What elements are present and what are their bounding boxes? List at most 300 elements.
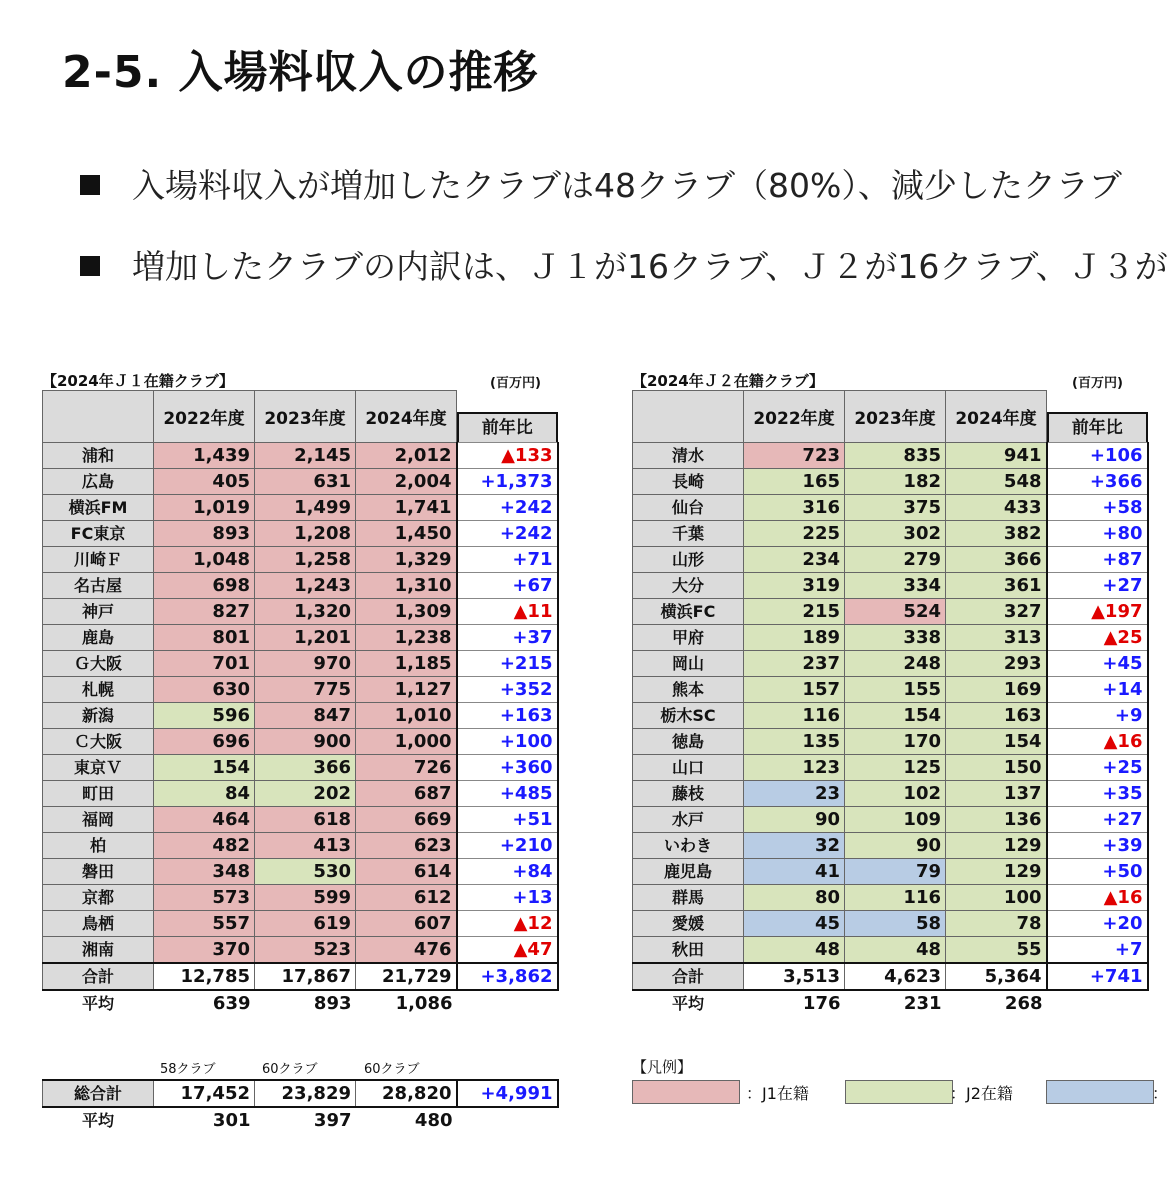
club-name: 山形 (633, 547, 744, 573)
value-cell: 102 (845, 781, 946, 807)
total-row (633, 963, 1148, 990)
table-row (43, 599, 558, 625)
table-row (633, 859, 1148, 885)
yoy-cell: ▲11 (457, 599, 558, 625)
legend-swatch-j2 (845, 1080, 953, 1104)
value-cell: 150 (946, 755, 1047, 781)
table-row (43, 443, 558, 469)
club-name: 広島 (43, 469, 154, 495)
table-row (43, 495, 558, 521)
yoy-cell: +84 (457, 859, 558, 885)
legend-title: 【凡例】 (632, 1058, 693, 1076)
club-name: 藤枝 (633, 781, 744, 807)
value-cell: 701 (154, 651, 255, 677)
average-value: 893 (255, 990, 356, 1016)
value-cell: 170 (845, 729, 946, 755)
value-cell: 596 (154, 703, 255, 729)
value-cell: 618 (255, 807, 356, 833)
table-row (43, 625, 558, 651)
value-cell: 1,201 (255, 625, 356, 651)
bullet-square-icon (80, 256, 100, 276)
value-cell: 623 (356, 833, 457, 859)
table-row (43, 781, 558, 807)
yoy-cell: +14 (1047, 677, 1148, 703)
legend-swatch-j3 (1046, 1080, 1154, 1104)
bullet-square-icon (80, 175, 100, 195)
table-row (43, 833, 558, 859)
value-cell: 78 (946, 911, 1047, 937)
table-row (43, 651, 558, 677)
value-cell: 970 (255, 651, 356, 677)
yoy-cell: ▲197 (1047, 599, 1148, 625)
yoy-cell: +50 (1047, 859, 1148, 885)
club-name: 大分 (633, 573, 744, 599)
value-cell: 32 (744, 833, 845, 859)
value-cell: 669 (356, 807, 457, 833)
value-cell: 327 (946, 599, 1047, 625)
header-row (633, 391, 1148, 443)
value-cell: 607 (356, 911, 457, 937)
table-row (633, 755, 1148, 781)
club-name: 水戸 (633, 807, 744, 833)
table-row (633, 521, 1148, 547)
value-cell: 157 (744, 677, 845, 703)
value-cell: 334 (845, 573, 946, 599)
value-cell: 1,450 (356, 521, 457, 547)
j1-table-caption: 【2024年Ｊ１在籍クラブ】 (42, 372, 234, 390)
yoy-cell: +100 (457, 729, 558, 755)
bullet-2-text: 増加したクラブの内訳は、Ｊ１が16クラブ、Ｊ２が16クラブ、Ｊ３が (132, 247, 1168, 286)
club-name: 京都 (43, 885, 154, 911)
club-name: 横浜FM (43, 495, 154, 521)
grand-total-value: 23,829 (255, 1080, 356, 1107)
yoy-cell: +352 (457, 677, 558, 703)
total-label: 合計 (43, 963, 154, 990)
club-name: 磐田 (43, 859, 154, 885)
yoy-cell: ▲25 (1047, 625, 1148, 651)
grand-average-row (43, 1107, 558, 1133)
value-cell: 1,309 (356, 599, 457, 625)
grand-average-value: 480 (356, 1107, 457, 1133)
value-cell: 182 (845, 469, 946, 495)
yoy-cell: +45 (1047, 651, 1148, 677)
grand-average-value: 397 (255, 1107, 356, 1133)
total-value: 21,729 (356, 963, 457, 990)
average-label: 平均 (43, 990, 154, 1016)
club-name: 群馬 (633, 885, 744, 911)
table-row (43, 547, 558, 573)
table-row (633, 937, 1148, 964)
value-cell: 433 (946, 495, 1047, 521)
value-cell: 835 (845, 443, 946, 469)
value-cell: 248 (845, 651, 946, 677)
club-name: 町田 (43, 781, 154, 807)
value-cell: 338 (845, 625, 946, 651)
yoy-cell: +27 (1047, 807, 1148, 833)
total-label: 合計 (633, 963, 744, 990)
average-row (43, 990, 558, 1016)
table-row (633, 677, 1148, 703)
yoy-cell: ▲16 (1047, 885, 1148, 911)
table-row (43, 859, 558, 885)
average-value: 176 (744, 990, 845, 1016)
value-cell: 169 (946, 677, 1047, 703)
total-yoy: +741 (1047, 963, 1148, 990)
value-cell: 687 (356, 781, 457, 807)
table-row (633, 781, 1148, 807)
value-cell: 202 (255, 781, 356, 807)
club-name: 長崎 (633, 469, 744, 495)
value-cell: 90 (744, 807, 845, 833)
value-cell: 2,145 (255, 443, 356, 469)
value-cell: 293 (946, 651, 1047, 677)
total-value: 5,364 (946, 963, 1047, 990)
yoy-cell: +1,373 (457, 469, 558, 495)
club-name: 神戸 (43, 599, 154, 625)
value-cell: 189 (744, 625, 845, 651)
club-name: 福岡 (43, 807, 154, 833)
value-cell: 893 (154, 521, 255, 547)
yoy-cell: +25 (1047, 755, 1148, 781)
value-cell: 548 (946, 469, 1047, 495)
club-name: 鹿児島 (633, 859, 744, 885)
club-name: 東京Ｖ (43, 755, 154, 781)
value-cell: 482 (154, 833, 255, 859)
header-yoy (457, 391, 558, 443)
club-name: 栃木SC (633, 703, 744, 729)
yoy-cell: ▲133 (457, 443, 558, 469)
value-cell: 413 (255, 833, 356, 859)
table-row (633, 729, 1148, 755)
average-yoy-blank (1047, 990, 1148, 1016)
grand-average-value: 301 (154, 1107, 255, 1133)
table-row (633, 833, 1148, 859)
header-yoy-label: 前年比 (457, 412, 558, 442)
table-row (43, 677, 558, 703)
club-name: Ｇ大阪 (43, 651, 154, 677)
value-cell: 48 (744, 937, 845, 964)
value-cell: 1,320 (255, 599, 356, 625)
club-name: 名古屋 (43, 573, 154, 599)
value-cell: 319 (744, 573, 845, 599)
value-cell: 1,000 (356, 729, 457, 755)
value-cell: 58 (845, 911, 946, 937)
header-blank (633, 391, 744, 443)
club-name: 新潟 (43, 703, 154, 729)
bullet-1 (80, 160, 1122, 207)
yoy-cell: +242 (457, 495, 558, 521)
j2-clubs-table (632, 390, 1149, 1016)
value-cell: 225 (744, 521, 845, 547)
yoy-cell: +13 (457, 885, 558, 911)
value-cell: 612 (356, 885, 457, 911)
yoy-cell: +106 (1047, 443, 1148, 469)
value-cell: 375 (845, 495, 946, 521)
value-cell: 154 (845, 703, 946, 729)
yoy-cell: +35 (1047, 781, 1148, 807)
yoy-cell: +87 (1047, 547, 1148, 573)
total-value: 3,513 (744, 963, 845, 990)
value-cell: 1,499 (255, 495, 356, 521)
table-row (633, 807, 1148, 833)
yoy-cell: ▲12 (457, 911, 558, 937)
j1-unit-label: (百万円) (490, 376, 541, 391)
club-name: 柏 (43, 833, 154, 859)
average-row (633, 990, 1148, 1016)
club-name: 愛媛 (633, 911, 744, 937)
value-cell: 1,310 (356, 573, 457, 599)
table-row (633, 651, 1148, 677)
club-name: 横浜FC (633, 599, 744, 625)
header-yoy (1047, 391, 1148, 443)
value-cell: 631 (255, 469, 356, 495)
table-row (43, 703, 558, 729)
legend-label-j1: ：J1在籍 (746, 1084, 809, 1103)
club-name: 甲府 (633, 625, 744, 651)
value-cell: 1,238 (356, 625, 457, 651)
legend-label-j3: ： (1152, 1084, 1169, 1103)
club-name: いわき (633, 833, 744, 859)
value-cell: 599 (255, 885, 356, 911)
value-cell: 154 (154, 755, 255, 781)
table-row (633, 625, 1148, 651)
header-year-2: 2024年度 (946, 391, 1047, 443)
value-cell: 79 (845, 859, 946, 885)
value-cell: 2,004 (356, 469, 457, 495)
value-cell: 1,208 (255, 521, 356, 547)
table-row (43, 885, 558, 911)
header-blank (43, 391, 154, 443)
table-row (633, 547, 1148, 573)
total-yoy: +3,862 (457, 963, 558, 990)
club-count-2022: 58クラブ (160, 1062, 216, 1077)
value-cell: 348 (154, 859, 255, 885)
average-label: 平均 (633, 990, 744, 1016)
value-cell: 45 (744, 911, 845, 937)
value-cell: 84 (154, 781, 255, 807)
yoy-cell: +67 (457, 573, 558, 599)
value-cell: 530 (255, 859, 356, 885)
table-row (43, 573, 558, 599)
value-cell: 1,010 (356, 703, 457, 729)
value-cell: 1,741 (356, 495, 457, 521)
club-name: 岡山 (633, 651, 744, 677)
club-name: 山口 (633, 755, 744, 781)
yoy-cell: +27 (1047, 573, 1148, 599)
value-cell: 900 (255, 729, 356, 755)
grand-total-row (43, 1080, 558, 1107)
yoy-cell: ▲16 (1047, 729, 1148, 755)
table-row (43, 807, 558, 833)
value-cell: 614 (356, 859, 457, 885)
table-row (43, 755, 558, 781)
yoy-cell: +163 (457, 703, 558, 729)
value-cell: 135 (744, 729, 845, 755)
value-cell: 476 (356, 937, 457, 964)
club-name: 仙台 (633, 495, 744, 521)
club-name: 徳島 (633, 729, 744, 755)
club-name: 鳥栖 (43, 911, 154, 937)
header-yoy-label: 前年比 (1047, 412, 1148, 442)
total-value: 4,623 (845, 963, 946, 990)
table-row (633, 911, 1148, 937)
average-value: 268 (946, 990, 1047, 1016)
value-cell: 116 (845, 885, 946, 911)
value-cell: 523 (255, 937, 356, 964)
table-row (633, 495, 1148, 521)
grand-total-value: 28,820 (356, 1080, 457, 1107)
club-name: 川崎Ｆ (43, 547, 154, 573)
table-row (633, 573, 1148, 599)
j2-unit-label: (百万円) (1072, 376, 1123, 391)
value-cell: 313 (946, 625, 1047, 651)
yoy-cell: +80 (1047, 521, 1148, 547)
value-cell: 698 (154, 573, 255, 599)
club-name: 鹿島 (43, 625, 154, 651)
value-cell: 125 (845, 755, 946, 781)
value-cell: 1,243 (255, 573, 356, 599)
j1-clubs-table (42, 390, 559, 1016)
header-year-2: 2024年度 (356, 391, 457, 443)
value-cell: 370 (154, 937, 255, 964)
value-cell: 165 (744, 469, 845, 495)
value-cell: 1,127 (356, 677, 457, 703)
value-cell: 136 (946, 807, 1047, 833)
value-cell: 2,012 (356, 443, 457, 469)
grand-total-yoy: +4,991 (457, 1080, 558, 1107)
value-cell: 55 (946, 937, 1047, 964)
value-cell: 723 (744, 443, 845, 469)
value-cell: 775 (255, 677, 356, 703)
page-title: 2-5. 入場料収入の推移 (62, 47, 539, 98)
average-value: 639 (154, 990, 255, 1016)
value-cell: 382 (946, 521, 1047, 547)
value-cell: 827 (154, 599, 255, 625)
value-cell: 557 (154, 911, 255, 937)
yoy-cell: ▲47 (457, 937, 558, 964)
club-count-2023: 60クラブ (262, 1062, 318, 1077)
value-cell: 116 (744, 703, 845, 729)
value-cell: 90 (845, 833, 946, 859)
value-cell: 163 (946, 703, 1047, 729)
club-name: 清水 (633, 443, 744, 469)
table-row (633, 703, 1148, 729)
grand-total-value: 17,452 (154, 1080, 255, 1107)
value-cell: 941 (946, 443, 1047, 469)
legend-label-j2: ：J2在籍 (950, 1084, 1013, 1103)
table-row (43, 521, 558, 547)
value-cell: 1,185 (356, 651, 457, 677)
average-value: 1,086 (356, 990, 457, 1016)
value-cell: 123 (744, 755, 845, 781)
yoy-cell: +71 (457, 547, 558, 573)
table-row (633, 469, 1148, 495)
club-count-2024: 60クラブ (364, 1062, 420, 1077)
value-cell: 726 (356, 755, 457, 781)
yoy-cell: +485 (457, 781, 558, 807)
grand-total-table (42, 1079, 559, 1133)
value-cell: 279 (845, 547, 946, 573)
value-cell: 366 (255, 755, 356, 781)
header-year-1: 2023年度 (845, 391, 946, 443)
header-row (43, 391, 558, 443)
club-name: FC東京 (43, 521, 154, 547)
value-cell: 155 (845, 677, 946, 703)
grand-average-yoy-blank (457, 1107, 558, 1133)
value-cell: 464 (154, 807, 255, 833)
value-cell: 316 (744, 495, 845, 521)
table-row (43, 469, 558, 495)
yoy-cell: +215 (457, 651, 558, 677)
yoy-cell: +360 (457, 755, 558, 781)
value-cell: 154 (946, 729, 1047, 755)
table-row (633, 599, 1148, 625)
value-cell: 100 (946, 885, 1047, 911)
value-cell: 619 (255, 911, 356, 937)
yoy-cell: +242 (457, 521, 558, 547)
table-row (43, 937, 558, 964)
value-cell: 23 (744, 781, 845, 807)
header-year-0: 2022年度 (154, 391, 255, 443)
value-cell: 302 (845, 521, 946, 547)
club-name: 秋田 (633, 937, 744, 964)
header-year-1: 2023年度 (255, 391, 356, 443)
value-cell: 630 (154, 677, 255, 703)
club-name: Ｃ大阪 (43, 729, 154, 755)
grand-average-label: 平均 (43, 1107, 154, 1133)
value-cell: 80 (744, 885, 845, 911)
club-name: 湘南 (43, 937, 154, 964)
yoy-cell: +210 (457, 833, 558, 859)
value-cell: 1,048 (154, 547, 255, 573)
grand-total-label: 総合計 (43, 1080, 154, 1107)
value-cell: 1,329 (356, 547, 457, 573)
average-yoy-blank (457, 990, 558, 1016)
bullet-2 (80, 241, 1168, 288)
legend-swatch-j1 (632, 1080, 740, 1104)
total-value: 12,785 (154, 963, 255, 990)
value-cell: 573 (154, 885, 255, 911)
value-cell: 361 (946, 573, 1047, 599)
table-row (633, 443, 1148, 469)
value-cell: 129 (946, 833, 1047, 859)
value-cell: 405 (154, 469, 255, 495)
table-row (633, 885, 1148, 911)
value-cell: 129 (946, 859, 1047, 885)
table-row (43, 911, 558, 937)
total-row (43, 963, 558, 990)
value-cell: 237 (744, 651, 845, 677)
value-cell: 696 (154, 729, 255, 755)
value-cell: 524 (845, 599, 946, 625)
value-cell: 215 (744, 599, 845, 625)
value-cell: 847 (255, 703, 356, 729)
total-value: 17,867 (255, 963, 356, 990)
yoy-cell: +366 (1047, 469, 1148, 495)
value-cell: 234 (744, 547, 845, 573)
value-cell: 801 (154, 625, 255, 651)
value-cell: 1,258 (255, 547, 356, 573)
yoy-cell: +7 (1047, 937, 1148, 964)
average-value: 231 (845, 990, 946, 1016)
club-name: 札幌 (43, 677, 154, 703)
value-cell: 1,439 (154, 443, 255, 469)
club-name: 千葉 (633, 521, 744, 547)
bullet-1-text: 入場料収入が増加したクラブは48クラブ（80%）、減少したクラブ (132, 166, 1122, 205)
yoy-cell: +9 (1047, 703, 1148, 729)
header-year-0: 2022年度 (744, 391, 845, 443)
yoy-cell: +51 (457, 807, 558, 833)
